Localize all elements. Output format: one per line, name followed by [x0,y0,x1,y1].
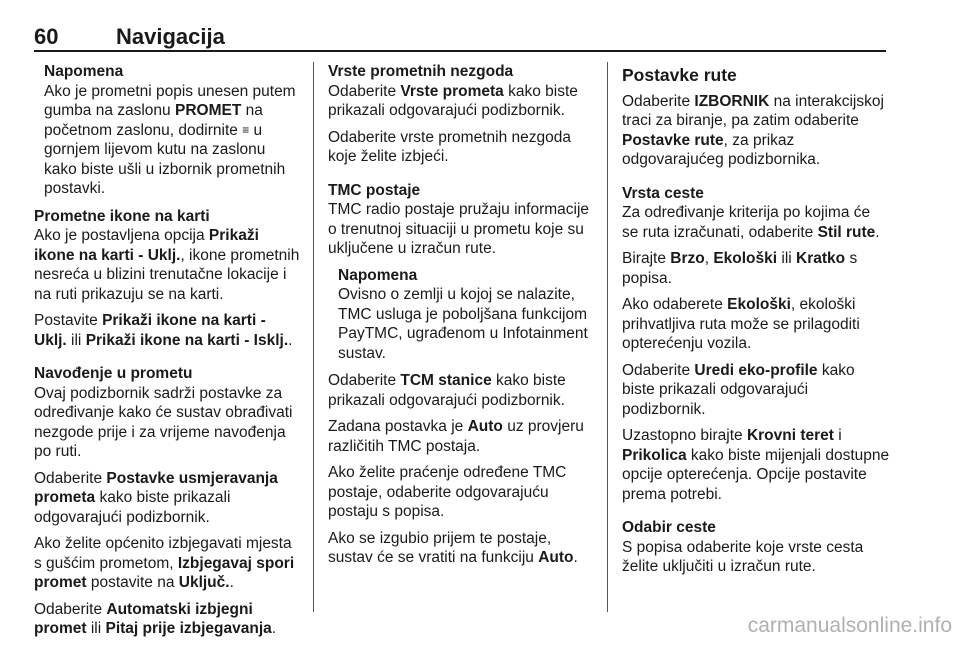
column-3 [622,62,890,584]
section-title: TMC postaje [328,181,421,199]
text: Odaberite [622,361,695,379]
bold-text: Krovni teret [746,427,834,444]
bold-text: TCM stanice [400,372,492,389]
text: Birajte [622,250,671,267]
paragraph [622,92,890,170]
bold-text: Ekološki [727,296,791,313]
text: , za prikaz odgovarajućeg podizbornika. [622,131,821,168]
paragraph [328,529,594,568]
text: . [573,549,578,566]
paragraph: Ako želite praćenje određene TMC postaje, odaberite odgovarajuću postaju s popisa. [328,464,567,520]
paragraph [34,311,300,350]
bold-text: IZBORNIK [694,92,770,110]
bold-text: Prikaži ikone na karti - Isklj. [85,331,289,349]
note-title: Napomena [44,63,124,80]
paragraph: Ovaj podizbornik sadrži postavke za određivanje kako će sustav obrađivati nezgode prije i za vrijeme navođenja po ruti. [34,384,293,460]
paragraph [328,371,594,410]
text: Uzastopno birajte [622,427,747,444]
text: u gornjem lijevom kutu na zaslonu kako biste ušli u izbornik prometnih postavki. [44,121,286,197]
text: Odaberite [34,600,107,618]
bold-text: Auto [467,418,503,435]
text: . [288,331,293,349]
text: kako biste prikazali odgovarajući podizbornik. [328,372,566,409]
text: kako biste prikazali odgovarajući podizbornik. [622,361,855,418]
paragraph: S popisa odaberite koje vrste cesta želite uključiti u izračun rute. [622,538,864,575]
text: i [833,427,842,444]
text: . [229,574,234,591]
bold-text: Prikaži ikone na karti - Uklj. [34,227,259,264]
bold-text: Ekološki [713,250,778,267]
text: na interakcijskoj traci za biranje, pa zatim odaberite [622,92,884,129]
column-2 [328,62,594,575]
bold-text: Auto [538,549,574,566]
bold-text: Stil rute [817,223,876,241]
paragraph [34,600,300,639]
bold-text: Kratko [796,250,846,267]
section-title: Navođenje u prometu [34,365,193,382]
text: Odaberite [328,372,401,389]
text: , ikone prometnih nesreća u blizini trenutačne lokacije i na ruti prikazuju se na karti. [34,246,300,303]
menu-icon: ≡ [242,122,250,137]
bold-text: Izbjegavaj spori promet [34,554,295,591]
paragraph [34,226,300,304]
text: Ako je prometni popis unesen putem gumba na zaslonu [44,82,296,119]
paragraph: TMC radio postaje pružaju informacije o trenutnoj situaciji u prometu koje su uključene u izračun rute. [328,201,590,257]
text: Ako je postavljena opcija [34,227,209,244]
paragraph [622,249,890,288]
text: Ako želite općenito izbjegavati mjesta s gušćim prometom, [34,535,292,572]
paragraph [622,361,890,420]
text: . [875,223,880,241]
section-title: Vrste prometnih nezgoda [328,63,514,80]
paragraph [328,82,594,121]
text: s popisa. [622,250,858,287]
text: . [271,620,277,637]
text: Odaberite [34,469,107,487]
section-title: Vrsta ceste [622,184,704,202]
text: ili [66,331,86,349]
column-1 [34,62,300,646]
text: kako biste mijenjali dostupne opcije opterećenja. Opcije postavite prema potrebi. [622,446,890,503]
bold-text: Prikaži ikone na karti - Uklj. [34,312,266,349]
text: na početnom zaslonu, dodirnite [44,102,263,139]
text: ili [777,250,797,267]
text: Postavite [34,312,103,329]
text: , [704,250,714,267]
text: postavite na [86,574,179,591]
bold-text: Uredi eko-profile [694,361,818,379]
column-divider [313,62,314,612]
text: Odaberite [328,82,401,100]
text: kako biste prikazali odgovarajući podizbornik. [34,489,231,526]
text: Ovisno o zemlji u kojoj se nalazite, TMC usluga je poboljšana funkcijom PayTMC, ugrađenom u Infotainment sustav. [338,286,588,362]
chapter-title: Navigacija [116,24,225,49]
paragraph [34,534,300,593]
bold-text: Automatski izbjegni promet [34,600,253,637]
bold-text: Prikolica [622,446,687,464]
note-box [44,62,300,199]
paragraph: Odaberite vrste prometnih nezgoda koje želite izbjeći. [328,128,571,165]
section-title: Prometne ikone na karti [34,207,210,225]
bold-text: Brzo [670,250,705,267]
paragraph [622,426,890,504]
note-box [338,266,594,364]
section-title: Odabir ceste [622,519,716,536]
page-header [34,22,886,52]
bold-text: Postavke usmjeravanja prometa [34,469,278,506]
paragraph [622,203,890,242]
text: , ekološki prihvatljiva ruta može se prilagoditi opterećenju vozila. [622,296,860,352]
bold-text: Uključ. [178,574,230,591]
bold-text: PROMET [174,102,242,119]
text: Ako se izgubio prijem te postaje, sustav će se vratiti na funkciju [328,529,552,566]
column-divider [607,62,608,612]
bold-text: Pitaj prije izbjegavanja [105,620,272,637]
section-heading: Postavke rute [622,65,737,85]
paragraph [34,469,300,528]
text: ili [86,620,106,637]
text: kako biste prikazali odgovarajući podizbornik. [328,82,578,119]
text: Zadana postavka je [328,418,468,435]
paragraph [622,295,890,354]
note-title: Napomena [338,266,418,284]
paragraph [328,417,594,456]
bold-text: Vrste prometa [400,82,504,100]
bold-text: Postavke rute [622,131,724,149]
text: Odaberite [622,92,695,110]
text: Ako odaberete [622,296,728,313]
page-number: 60 [34,24,59,49]
watermark: carmanualsonline.info [747,614,952,637]
text: Za određivanje kriterija po kojima će se ruta izračunati, odaberite [622,204,871,241]
text: uz provjeru različitih TMC postaja. [328,418,584,455]
